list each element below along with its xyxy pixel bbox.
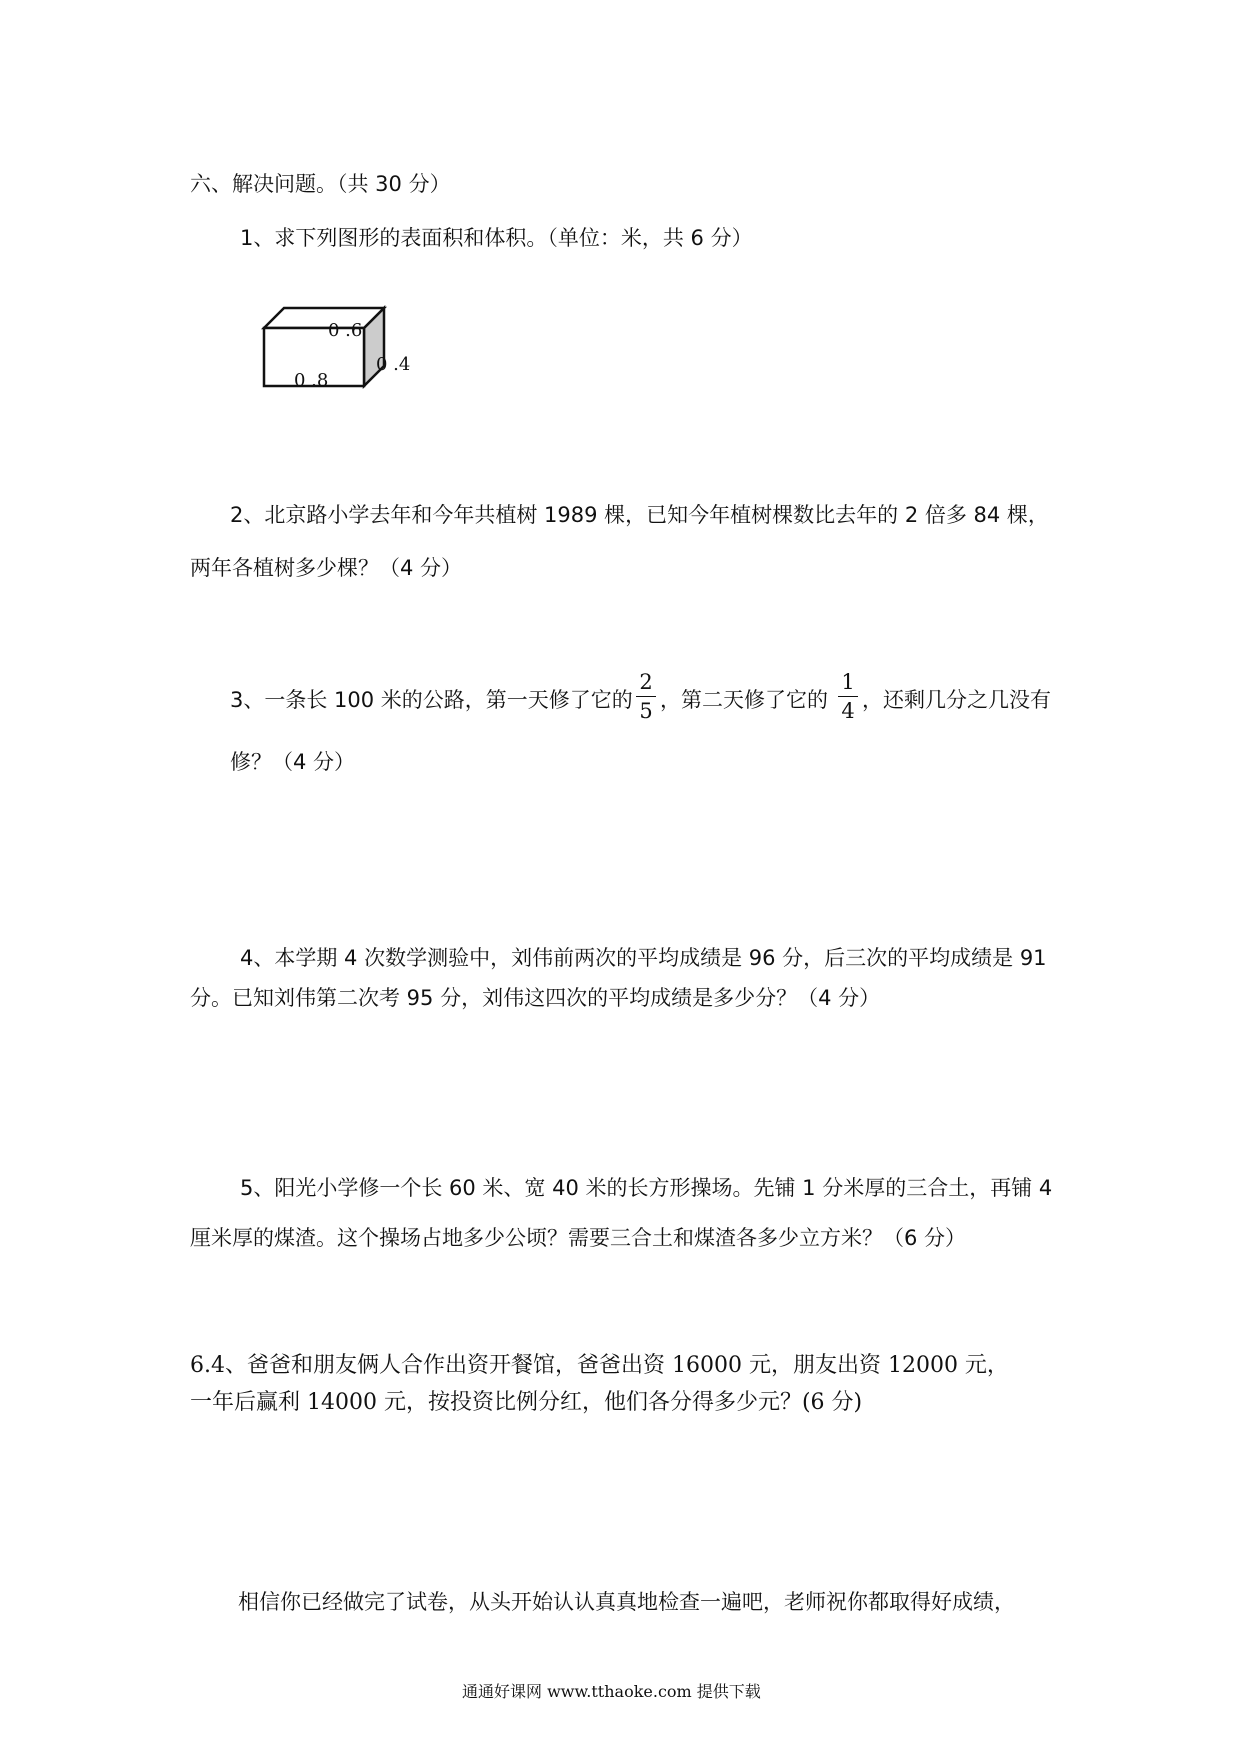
dimension-length: 0 .8 — [294, 370, 329, 391]
question-3-part-2: ，第二天修了它的 — [660, 688, 828, 712]
fraction-two-fifths — [636, 670, 656, 723]
fraction-bar — [838, 696, 858, 697]
section-heading: 六、解决问题。（共 30 分） — [190, 172, 451, 196]
fraction-numerator: 2 — [639, 670, 653, 694]
closing-message: 相信你已经做完了试卷，从头开始认认真真地检查一遍吧，老师祝你都取得好成绩， — [238, 1590, 1015, 1614]
question-3-line-2: 修？（4 分） — [230, 750, 356, 774]
question-2-line-1: 2、北京路小学去年和今年共植树 1989 棵，已知今年植树棵数比去年的 2 倍多 84 棵， — [230, 503, 1049, 527]
question-1-text: 1、求下列图形的表面积和体积。（单位：米，共 6 分） — [240, 226, 753, 250]
footer-source: 通通好课网 www.tthaoke.com 提供下载 — [462, 1682, 761, 1701]
fraction-numerator: 1 — [841, 670, 855, 694]
question-3-part-1: 3、一条长 100 米的公路，第一天修了它的 — [230, 688, 633, 712]
cuboid-figure — [258, 280, 428, 400]
fraction-bar — [636, 696, 656, 697]
question-6-line-2: 一年后赢利 14000 元，按投资比例分红，他们各分得多少元？(6 分) — [190, 1390, 863, 1415]
fraction-denominator: 4 — [841, 699, 855, 723]
question-6-line-1: 6.4、爸爸和朋友俩人合作出资开餐馆，爸爸出资 16000 元，朋友出资 12000 元， — [190, 1353, 1009, 1378]
fraction-denominator: 5 — [639, 699, 653, 723]
question-5-line-1: 5、阳光小学修一个长 60 米、宽 40 米的长方形操场。先铺 1 分米厚的三合土，再铺 4 — [240, 1176, 1053, 1200]
question-5-line-2: 厘米厚的煤渣。这个操场占地多少公顷？需要三合土和煤渣各多少立方米？（6 分） — [190, 1226, 967, 1250]
question-4-line-2: 分。已知刘伟第二次考 95 分，刘伟这四次的平均成绩是多少分？（4 分） — [190, 986, 881, 1010]
question-3-part-3: ，还剩几分之几没有 — [862, 688, 1051, 712]
dimension-height: 0 .6 — [328, 320, 363, 341]
dimension-depth: 0 .4 — [376, 354, 411, 375]
fraction-one-fourth — [838, 670, 858, 723]
question-4-line-1: 4、本学期 4 次数学测验中，刘伟前两次的平均成绩是 96 分，后三次的平均成绩是 91 — [240, 946, 1047, 970]
question-2-line-2: 两年各植树多少棵？（4 分） — [190, 556, 463, 580]
cuboid-top-face — [264, 308, 384, 328]
